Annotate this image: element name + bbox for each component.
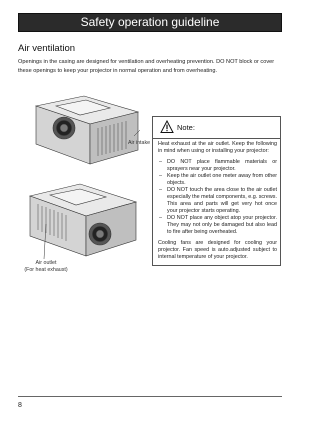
note-title: Note: [177, 123, 195, 132]
air-intake-label: Air intake [127, 140, 151, 146]
note-list-item: – DO NOT place any object atop your projector. They may not only be damaged but also lead to fire after being overheated. [159, 215, 277, 235]
projector-top [36, 96, 138, 164]
note-list [158, 159, 277, 236]
section-banner [18, 13, 282, 32]
section-title: Air ventilation [18, 43, 76, 54]
projector-figure [16, 84, 152, 284]
heat-exhaust-text: (For heat exhaust) [24, 266, 68, 273]
note-list-item: – DO NOT place flammable materials or sprayers near your projector. [159, 159, 277, 172]
note-list-item: – Keep the air outlet one meter away from other objects. [159, 173, 277, 186]
note-body [158, 141, 277, 265]
note-closing: Cooling fans are designed for cooling your projector. Fan speed is auto.adjusted subject to internal temperature of your projector. [158, 240, 277, 260]
intro-paragraph: Openings in the casing are designed for ventilation and overheating prevention. DO NOT block or cover these openings to keep your projector in normal operation and from overheating. [18, 59, 275, 74]
note-list-item: – DO NOT touch the area close to the air outlet especially the metal components, e.g. screws. This area and parts will get very hot once your projector starts operating. [159, 187, 277, 214]
page-title: Safety operation guideline [80, 15, 220, 29]
projector-illustration [16, 84, 152, 284]
page-number: 8 [18, 402, 22, 409]
footer-divider [18, 396, 282, 397]
note-box [152, 116, 281, 266]
projector-bottom [30, 184, 136, 256]
note-header [153, 117, 280, 139]
air-outlet-label [16, 260, 76, 273]
note-lead: Heat exhaust at the air outlet. Keep the following in mind when using or installing your projector: [158, 141, 277, 154]
warning-triangle-icon [160, 120, 174, 134]
air-outlet-text: Air outlet [35, 260, 57, 266]
